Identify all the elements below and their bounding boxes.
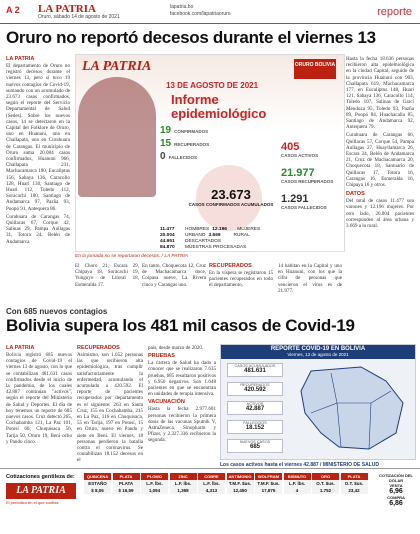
article2-col3 [148,345,216,465]
bolivia-stat [227,420,283,434]
quote-value [341,480,368,494]
bolivia-stat [227,401,283,415]
article1-text1: El departamento de Oruro no registró decesos durante el viernes 13, pero sí tuvo 19 nuevos contagios de Covid-19, sumando con un acumulado de 23.673 casos confirmados, según el reporte del Servicio Departamental de Salud (Sedes). Sobre los nuevos casos, 14 se detectaron en la Capital del Folklore de Oruro, uno en Huanuni, uno en Challapata, uno en Curahuara de Carangas. El municipio de Oruro suma 20.084 casos confirmados, Huanuni 966, Challapata 231, Machacamarca 190, Eucaliptus 156, Sabaya 136, Caracollo 128, Huari 130, Santiago de Huari 112, Toledo 112, Soracachi 100, Santiago de Andamarca 97, Pazña 93, Poopó 91, Antequera 86. [6,63,70,212]
infographic-caption: En la jornada no se reportaron decesos. / LA PATRIA [75,254,188,259]
total-cases: 23.673 [211,187,251,202]
infographic-table [160,227,336,251]
death-cases: 1.291 CASOS FALLECIDOS [281,193,327,210]
issue-date: Oruro, sábado 14 de agosto de 2021 [38,14,120,20]
quote-cell [84,473,111,494]
quote-header: ORO [312,473,339,480]
quotes-title: Cotizaciones gentileza de: [6,474,75,480]
quote-value [227,480,254,494]
bolivia-report-title: REPORTE COVID-19 EN BOLIVIA [270,346,366,352]
quote-price: 17,875 [261,488,276,493]
quote-price: $ 16,59 [118,488,134,493]
bolivia-stat-label: CASOS ACUMULADOS [234,364,276,368]
table-label: URBANO [185,233,206,238]
bolivia-covid-report [220,344,416,460]
quote-unit: O.T. $us. [344,481,364,486]
quote-header: ANTIMONIO [227,473,254,480]
health-worker-image [78,77,156,197]
article1-mid3-text: En la víspera se registraron 15 pacientes recuperados en todo el departamento, [209,270,273,289]
quote-value [312,480,339,494]
bolivia-report-date: Viernes, 13 de agosto de 2021 [287,352,349,357]
article2-text3a: país, desde marzo de 2020. [148,345,204,351]
article1-col4 [346,56,414,304]
quote-header: BISMUTO [284,473,311,480]
quote-header: PLOMO [141,473,168,480]
quote-price: 1,094 [148,488,161,493]
vacunacion-label: VACUNACIÓN [148,399,185,406]
quote-header: PLATA [341,473,368,480]
bolivia-stat-value: 481.631 [244,368,266,374]
table-value [249,245,271,251]
masthead: LA PATRIA [38,3,96,15]
pruebas-label: PRUEBAS [148,353,175,360]
table-value: 3.669 [208,233,221,238]
quote-header: WOLFRAM [255,473,282,480]
table-value: 44.951 [160,239,175,244]
quote-unit: L.F. lbs. [288,481,306,486]
quote-cell [284,473,311,494]
infographic-date: 13 DE AGOSTO DE 2021 [166,81,259,90]
quote-unit: T.M.F. $us. [228,481,252,486]
dollar-buy-label: COMPRA [387,495,405,500]
quote-price: 4,313 [205,488,218,493]
bolivia-stat-label: ACTIVOS [246,402,264,406]
quote-value [284,480,311,494]
datos-text: Del total de casos 11.477 son varones y 12.196 mujeres. Por otro lado, 20.004 pacientes corresponden al área urbana y 3.669 a la rural. [346,198,414,230]
stat-confirmed: 19 CONFIRMADOS [160,125,209,136]
article1-col1 [6,56,70,268]
datos-label: DATOS [346,191,365,198]
epidemiological-infographic [75,54,345,252]
recovered-cases: 21.977 CASOS RECUPERADOS [281,167,334,184]
bolivia-stat-value: 18.152 [245,425,265,431]
quote-cell [113,473,140,494]
article1-headline: Oruro no reportó decesos durante el viernes 13 [6,28,376,47]
quote-unit: L.F. lbs. [146,481,163,486]
bolivia-stat-label: FALLECIDOS [243,421,267,425]
web-links [170,4,231,18]
facebook-link[interactable]: facebook.com/lapatriaoruro [170,11,231,17]
page-number: A 2 [6,5,20,15]
quote-price: $ 8,06 [91,488,104,493]
bolivia-map [291,363,411,453]
article2-text3b: La cartera de Salud ha dado a conocer que se realizaron 7.635 pruebas, 685 resultaron positivos y 6.950 negativos. Son 1.648 pacientes en que se encuentran en unidades de terapia intensiva. [148,360,216,398]
bolivia-stat-value: 420.592 [244,387,266,393]
table-value: 84.870 [160,245,175,250]
quote-header: PLATA [113,473,140,480]
quote-cell [170,473,197,494]
website-link[interactable]: lapatria.bo [170,4,194,10]
quote-cell [341,473,368,494]
dollar-rate-title: COTIZACIÓN DEL DÓLAR [379,473,413,483]
quote-unit: ESTAÑO [88,481,107,486]
quote-unit: T.M.F. $us. [257,481,280,486]
recovered-label: RECUPERADOS [209,263,252,269]
dollar-sell-value: 6,96 [389,488,403,495]
article2-headline: Bolivia supera los 481 mil casos de Covid-19 [6,316,355,335]
quotes-logo: LA PATRIA [6,483,76,499]
bolivia-report-caption: Los casos activos hasta el viernes 42.887 / MINISTERIO DE SALUD [220,462,379,468]
quote-value [198,480,225,494]
quote-cell [198,473,225,494]
quote-cell [312,473,339,494]
quote-cell [227,473,254,494]
quote-value [84,480,111,494]
infographic-title: Informe epidemiológico [171,92,267,121]
oruro-badge: ORURO BOLIVIA [294,59,336,79]
dollar-buy-value: 6,86 [389,500,403,507]
quote-value [113,480,140,494]
table-label: DESCARTADOS [185,239,222,244]
article2-col1 [6,345,72,465]
article1-mid2: En tanto, Choquecota 12, Cruz de Machacamarca doce, Coipasa nueve, La Rivera cinco y Carangas uno. [142,263,206,288]
table-label: MUJERES [237,227,261,232]
quote-value [170,480,197,494]
total-cases-label: CASOS CONFIRMADOS ACUMULADOS [188,202,274,207]
dollar-sell-label: VENTA [389,483,403,488]
quote-price: 1.752 [319,488,332,493]
article1-text1b: Curahuara de Carangas 74, Quillacas 67, Corque 42, Salinas 29, Pampa Aullagas 31, Totora 24, Belén de Andamarca [6,213,70,245]
table-value: 12.196 [212,227,227,232]
article2-kicker: Con 685 nuevos contagios [6,307,108,316]
bolivia-stat-value: 685 [249,444,260,450]
quote-price: 4 [295,488,299,493]
stat-deaths: 0 FALLECIDOS [160,151,198,162]
dollar-rate [376,473,416,507]
bolivia-stat-label: NUEVOS CASOS [239,440,271,444]
article2-text3c: Hasta la fecha 2.977.601 personas recibieron la primera dosis de las vacunas Sputnik V, AstraZeneca, Sinopharm y Pfizer, y 2.327.336 recibieron la segunda. [148,406,216,444]
quote-unit: PLATA [118,481,134,486]
quote-cell [255,473,282,494]
article2-text1: Bolivia registró 685 nuevos contagios de Covid-19 el viernes 13 de agosto, con lo que se contabilizan 481.631 casos confirmados desde el inicio de la pandemia, de los cuales 42.887 continúan "activos", según el reporte del Ministerio de Salud y Deportes. El día de hoy tenemos un reporte de 685 nuevos casos. Cruz detectó 265, Cochabamba 121, La Paz 101, Potosí 60, Chuquisaca 56, Tarija 50, Oruro 19, Beni ocho y Pando cinco. [6,352,72,445]
bolivia-stat-label: RECUPERADOS [240,383,270,387]
article2-col2 [77,345,143,465]
quote-cell [141,473,168,494]
bolivia-stat [227,363,283,377]
quote-price: 23,42 [348,488,360,493]
bolivia-stat [227,382,283,396]
quote-header: QUINCENA [84,473,111,480]
quote-price: 1,368 [177,488,189,493]
bolivia-report-header [221,345,415,359]
quote-header: COBRE [198,473,225,480]
article1-text4: Hasta la fecha 18.636 personas recibieron alta epidemiológica en la ciudad Capital, seguido de la provincia Huanuni con 903, Challapata 619, Machacamarca 177, en Eucaliptus 148, Huari 121, Sabaya 136, Caracollo 114, Toledo 107, Salinas de Garci Mendoza 95, Toledo 93, Pazña 89, Poopó 84, Huachacalla 85, Santiago de Andamarca 92, Antequera 79. [346,56,414,131]
section-name: reporte [377,6,412,18]
quotes-slogan: El periódico en el que confías [6,500,59,505]
article1-mid4: 14 habitan en la Capital y uno en Huanuni, con los que la cifra de personas que vencieron el virus es de 21.977. [278,263,342,294]
bolivia-stat [227,439,283,453]
table-label: HOMBRES [185,227,210,232]
quote-unit: L.F. lbs. [174,481,192,486]
quote-header: ZINC [170,473,197,480]
price-quotes-bar [0,468,420,532]
quote-unit: O.T. $us. [316,481,335,486]
quote-price: 12,450 [233,488,247,493]
bolivia-stat-value: 42.887 [245,406,265,412]
table-label: MUESTRAS PROCESADAS [185,245,247,250]
article1-byline: LA PATRIA [6,56,35,62]
article1-mid3 [209,263,273,303]
page-header [0,0,420,24]
article2-text2: Asimismo, son 1.052 personas las que recibieron alta epidemiológica, tras cumplir satisfactoriamente la enfermedad, acumulando el acumulado a 420.592. El reporte de pacientes recuperados por departamento es el siguiente: 263 en Santa Cruz, 155 en Cochabamba, 215 en La Paz, 116 en Chuquisaca, 55 en Tarija, 197 en Potosí, 15 en Oruro, nueve en Pando y siete en Beni. El viernes, 18 personas perdieron la batalla contra el coronavirus. Se contabilizan 18.152 decesos en el [77,352,143,464]
quote-unit: L.F. lbs. [203,481,220,486]
quote-value [255,480,282,494]
active-cases: 405 CASOS ACTIVOS [281,141,319,158]
table-label: RURAL [233,233,250,238]
infographic-logo: LA PATRIA [82,59,152,74]
quote-value [141,480,168,494]
infographic-table-row [160,245,336,251]
stat-recovered: 15 RECUPERADOS [160,138,210,149]
table-value: 11.477 [160,227,175,232]
article1-mid1: El Choro 21, Escara 29, Chipaya 18, Soracachi 19, Yunguyo de Litoral 18, Esmeralda 17. [75,263,139,288]
table-value: 20.004 [160,233,175,238]
article1-text4b: Curahuara de Carangas 66, Quillacas 57, Corque 54, Pampa Aullagas 27, Huayllamarca 26, Escara 24, Belén de Andamarca 21, Cruz de Machacamarca 20, Choquecota 18, Santuario de Quillacas 17, Totora 16, Carangas 16, Esmeralda 16, Chipaya 16 y otros. [346,132,414,189]
article2-byline: LA PATRIA [6,345,35,351]
article2-recovered-label: RECUPERADOS [77,345,120,351]
